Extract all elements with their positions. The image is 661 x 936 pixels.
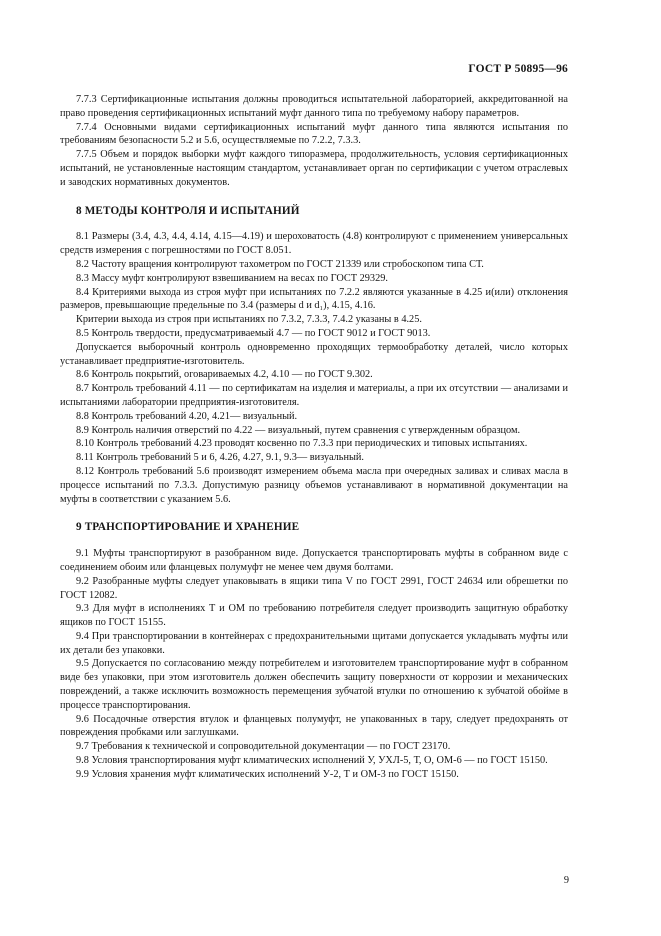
- paragraph: 7.7.3 Сертификационные испытания должны проводиться испытательной лабораторией, аккредитованной на право проведения сертификационных испытаний муфт данного типа по требуемому набору параметров.: [60, 94, 568, 119]
- page-number: 9: [563, 875, 569, 886]
- paragraph: 8.6 Контроль покрытий, оговариваемых 4.2, 4.10 — по ГОСТ 9.302.: [76, 369, 373, 381]
- paragraph: 9.3 Для муфт в исполнениях Т и ОМ по требованию потребителя следует производить защитную обработку ящиков по ГОСТ 15155.: [60, 603, 568, 629]
- paragraph: 9.6 Посадочные отверстия втулок и фланцевых полумуфт, не упакованных в тару, следует предохранять от повреждения пробками или заглушками.: [60, 713, 568, 739]
- paragraph: 8.4 Критериями выхода из строя муфт при испытаниях по 7.2.2 являются указанные в 4.25 и(или) отклонения размеров, превышающие предельные по 3.4 (размеры d и d₁), 4.15, 4.16.: [60, 286, 568, 312]
- paragraph: 8.11 Контроль требований 5 и 6, 4.26, 4.27, 9.1, 9.3— визуальный.: [76, 452, 365, 464]
- document-body: [60, 93, 568, 782]
- paragraph: 8.3 Массу муфт контролируют взвешиванием на весах по ГОСТ 29329.: [76, 272, 388, 284]
- paragraph: Допускается выборочный контроль одновременно проходящих термообработку деталей, число которых устанавливает предприятие-изготовитель.: [60, 341, 568, 367]
- paragraph: 7.7.5 Объем и порядок выборки муфт каждого типоразмера, продолжительность, условия сертификационных испытаний, не установленные настоящим стандартом, устанавливает орган по сертификации с учетом отраслевых и заводских нормативных документов.: [60, 149, 568, 188]
- paragraph: 9.5 Допускается по согласованию между потребителем и изготовителем транспортирование муфт в собранном виде без упаковки, при этом изготовитель должен обеспечить защиту поверхности от коррозии и механических повреждений, а также исключить возможность перемещения зубчатой втулки по отношению к зубчатой обойме в процессе транспортирования.: [60, 658, 568, 711]
- paragraph: 8.5 Контроль твердости, предусматриваемый 4.7 — по ГОСТ 9012 и ГОСТ 9013.: [76, 327, 431, 339]
- section-heading: 8 МЕТОДЫ КОНТРОЛЯ И ИСПЫТАНИЙ: [76, 204, 300, 217]
- paragraph: 9.4 При транспортировании в контейнерах с предохранительными щитами допускается укладывать муфты или их детали без упаковки.: [60, 630, 568, 656]
- paragraph: 8.8 Контроль требований 4.20, 4.21— визуальный.: [76, 410, 298, 422]
- paragraph: 9.7 Требования к технической и сопроводительной документации — по ГОСТ 23170.: [76, 741, 451, 753]
- paragraph: 8.9 Контроль наличия отверстий по 4.22 — визуальный, путем сравнения с утвержденным образцом.: [76, 424, 521, 436]
- document-header: ГОСТ Р 50895—96: [468, 63, 568, 75]
- paragraph: 8.12 Контроль требований 5.6 производят измерением объема масла при очередных заливах и сливах масла в процессе испытаний по 7.3.3. Допустимую разницу объемов устанавливают в нормативной документации на муфты в соответствии с указанием 5.6.: [60, 465, 568, 505]
- paragraph: 9.1 Муфты транспортируют в разобранном виде. Допускается транспортировать муфты в собранном виде с соединением обоим или фланцевых полумуфт не менее чем двумя болтами.: [60, 548, 568, 573]
- paragraph: 9.2 Разобранные муфты следует упаковывать в ящики типа V по ГОСТ 2991, ГОСТ 24634 или обрешетки по ГОСТ 12082.: [60, 575, 568, 601]
- paragraph: 8.1 Размеры (3.4, 4.3, 4.4, 4.14, 4.15—4.19) и шероховатость (4.8) контролируют с применением универсальных средств измерения с погрешностями по ГОСТ 8.051.: [60, 231, 568, 257]
- section-heading: 9 ТРАНСПОРТИРОВАНИЕ И ХРАНЕНИЕ: [76, 521, 300, 534]
- paragraph: 7.7.4 Основными видами сертификационных испытаний муфт данного типа являются испытания по требованиям безопасности 5.2 и 5.6, осуществляемые по 7.2.2, 7.3.3.: [60, 121, 568, 147]
- paragraph: 8.2 Частоту вращения контролируют тахометром по ГОСТ 21339 или стробоскопом типа СТ.: [76, 258, 484, 270]
- paragraph: 9.8 Условия транспортирования муфт климатических исполнений У, УХЛ-5, Т, О, ОМ-6 — по ГОСТ 15150.: [76, 755, 548, 767]
- paragraph: 8.10 Контроль требований 4.23 проводят косвенно по 7.3.3 при периодических и типовых испытаниях.: [76, 438, 528, 450]
- paragraph: 9.9 Условия хранения муфт климатических исполнений У-2, Т и ОМ-3 по ГОСТ 15150.: [76, 768, 459, 780]
- paragraph: Критерии выхода из строя при испытаниях по 7.3.2, 7.3.3, 7.4.2 указаны в 4.25.: [76, 314, 422, 326]
- paragraph: 8.7 Контроль требований 4.11 — по сертификатам на изделия и материалы, а при их отсутствии — анализами и испытаниями лаборатории предприятия-изготовителя.: [60, 383, 568, 408]
